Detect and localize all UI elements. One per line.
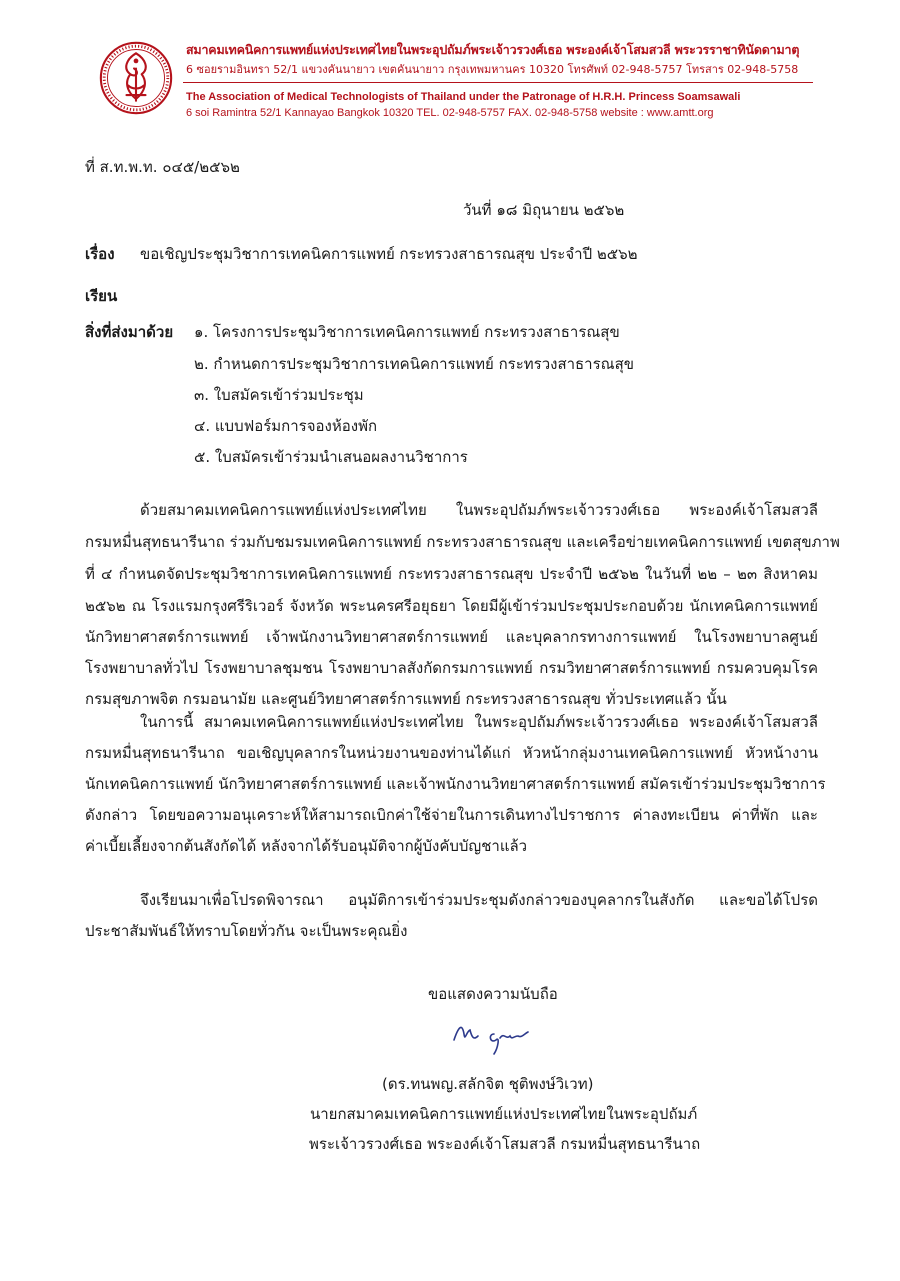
paragraph-1-line: โรงพยาบาลทั่วไป โรงพยาบาลชุมชน โรงพยาบาลสังกัดกรมการแพทย์ กรมวิทยาศาสตร์การแพทย์ กรมควบคุมโรค [85,659,818,677]
enclosure-item: ๒. กำหนดการประชุมวิชาการเทคนิคการแพทย์ กระทรวงสาธารณสุข [194,355,634,373]
enclosure-item: ๑. โครงการประชุมวิชาการเทคนิคการแพทย์ กระทรวงสาธารณสุข [194,323,620,341]
paragraph-3-line: ประชาสัมพันธ์ให้ทราบโดยทั่วกัน จะเป็นพระคุณยิ่ง [85,922,408,940]
paragraph-1-line: ด้วยสมาคมเทคนิคการแพทย์แห่งประเทศไทย ในพระอุปถัมภ์พระเจ้าวรวงศ์เธอ พระองค์เจ้าโสมสวลี [140,501,818,519]
to-label: เรียน [85,287,118,305]
letterhead-address-th: 6 ซอยรามอินทรา 52/1 แขวงคันนายาว เขตคันนายาว กรุงเทพมหานคร 10320 โทรศัพท์ 02-948-5757 โทรสาร 02-948-5758 [186,63,799,76]
reference-number: ที่ ส.ท.พ.ท. ๐๔๕/๒๕๖๒ [85,158,240,176]
signer-title-line: นายกสมาคมเทคนิคการแพทย์แห่งประเทศไทยในพระอุปถัมภ์ [310,1105,698,1123]
paragraph-2-line: นักเทคนิคการแพทย์ นักวิทยาศาสตร์การแพทย์ และเจ้าพนักงานวิทยาศาสตร์การแพทย์ สมัครเข้าร่วมประชุมวิชาการ [85,775,826,793]
signer-title-line: พระเจ้าวรวงศ์เธอ พระองค์เจ้าโสมสวลี กรมหมื่นสุทธนารีนาถ [309,1135,701,1153]
association-seal-logo [98,40,174,116]
handwritten-signature [448,1010,538,1060]
subject-text: ขอเชิญประชุมวิชาการเทคนิคการแพทย์ กระทรวงสาธารณสุข ประจำปี ๒๕๖๒ [140,245,638,263]
letterhead-org-name-en: The Association of Medical Technologists of Thailand under the Patronage of H.R.H. Princess Soamsawali [186,91,741,103]
paragraph-2-line: ดังกล่าว โดยขอความอนุเคราะห์ให้สามารถเบิกค่าใช้จ่ายในการเดินทางไปราชการ ค่าลงทะเบียน ค่าที่พัก และ [85,806,818,824]
closing-salutation: ขอแสดงความนับถือ [428,985,558,1003]
subject-label: เรื่อง [85,245,115,263]
signer-name: (ดร.ทนพญ.สลักจิต ชุติพงษ์วิเวท) [382,1075,594,1093]
paragraph-1-line: กรมหมื่นสุทธนารีนาถ ร่วมกับชมรมเทคนิคการแพทย์ กระทรวงสาธารณสุข และเครือข่ายเทคนิคการแพทย์ เขตสุขภาพ [85,533,840,551]
letter-date: วันที่ ๑๘ มิถุนายน ๒๕๖๒ [463,201,625,219]
enclosure-item: ๓. ใบสมัครเข้าร่วมประชุม [194,386,364,404]
paragraph-2-line: ค่าเบี้ยเลี้ยงจากต้นสังกัดได้ หลังจากได้รับอนุมัติจากผู้บังคับบัญชาแล้ว [85,837,528,855]
paragraph-3-line: จึงเรียนมาเพื่อโปรดพิจารณา อนุมัติการเข้าร่วมประชุมดังกล่าวของบุคลากรในสังกัด และขอได้โปรด [140,891,818,909]
paragraph-1-line: กรมสุขภาพจิต กรมอนามัย และศูนย์วิทยาศาสตร์การแพทย์ กระทรวงสาธารณสุข ทั่วประเทศแล้ว นั้น [85,690,727,708]
paragraph-1-line: ที่ ๔ กำหนดจัดประชุมวิชาการเทคนิคการแพทย์ กระทรวงสาธารณสุข ประจำปี ๒๕๖๒ ในวันที่ ๒๒ – ๒๓ สิงหาคม [85,565,818,583]
enclosure-item: ๔. แบบฟอร์มการจองห้องพัก [194,417,378,435]
enclosures-label: สิ่งที่ส่งมาด้วย [85,323,174,341]
paragraph-2-line: ในการนี้ สมาคมเทคนิคการแพทย์แห่งประเทศไทย ในพระอุปถัมภ์พระเจ้าวรวงศ์เธอ พระองค์เจ้าโสมสวลี [140,713,818,731]
enclosure-item: ๕. ใบสมัครเข้าร่วมนำเสนอผลงานวิชาการ [194,448,468,466]
paragraph-1-line: ๒๕๖๒ ณ โรงแรมกรุงศรีริเวอร์ จังหวัด พระนครศรีอยุธยา โดยมีผู้เข้าร่วมประชุมประกอบด้วย นักเทคนิคการแพทย์ [85,597,818,615]
paragraph-1-line: นักวิทยาศาสตร์การแพทย์ เจ้าพนักงานวิทยาศาสตร์การแพทย์ และบุคลากรทางการแพทย์ ในโรงพยาบาลศูนย์ [85,628,818,646]
letterhead-org-name-th: สมาคมเทคนิคการแพทย์แห่งประเทศไทยในพระอุปถัมภ์พระเจ้าวรวงศ์เธอ พระองค์เจ้าโสมสวลี พระวรราชาทินัดดามาตุ [186,42,800,57]
letterhead-address-en: 6 soi Ramintra 52/1 Kannayao Bangkok 10320 TEL. 02-948-5757 FAX. 02-948-5758 website : www.amtt.org [186,107,714,119]
letterhead-divider [183,82,813,83]
paragraph-2-line: กรมหมื่นสุทธนารีนาถ ขอเชิญบุคลากรในหน่วยงานของท่านได้แก่ หัวหน้ากลุ่มงานเทคนิคการแพทย์ หัวหน้างาน [85,744,818,762]
